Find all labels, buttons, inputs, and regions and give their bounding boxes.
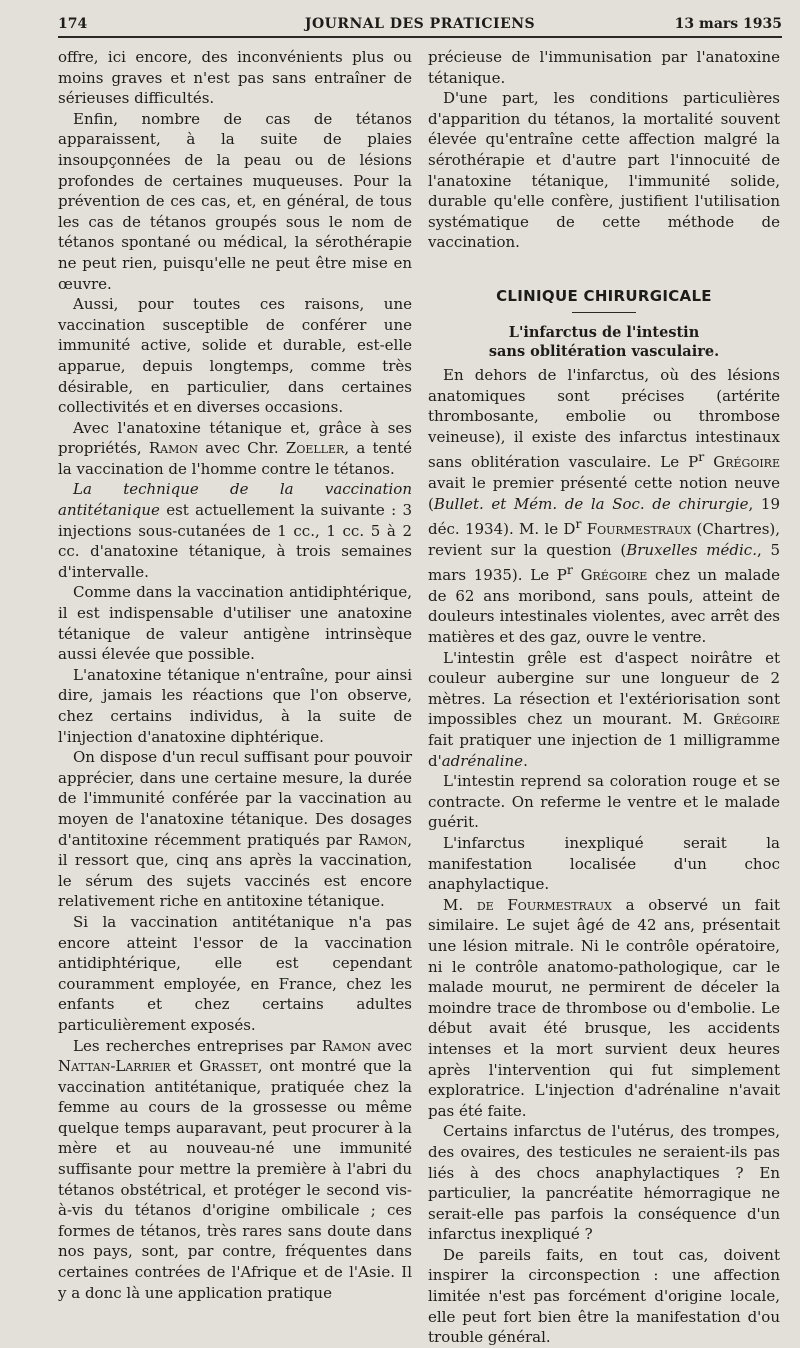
text-run: avec bbox=[370, 1036, 412, 1055]
paragraph bbox=[58, 747, 412, 912]
author-name: Ramon bbox=[148, 439, 199, 458]
text-run: est actuellement la suivante : 3 injections sous-cutanées de 1 cc., 1 cc. 5 à 2 cc. d'anatoxine tétanique, à trois semaines d'intervalle. bbox=[58, 501, 412, 581]
author-name: Nattan-Larrier bbox=[58, 1057, 171, 1076]
text-run: avait le premier présenté cette notion neuve ( bbox=[428, 473, 780, 513]
paragraph: précieuse de l'immunisation par l'anatoxine tétanique. bbox=[428, 48, 780, 87]
text-run: . bbox=[523, 751, 528, 770]
text-run: avec Chr. bbox=[198, 439, 286, 458]
page-header bbox=[58, 12, 782, 38]
author-name: Grasset bbox=[199, 1057, 258, 1076]
section-divider bbox=[572, 312, 636, 313]
text-run: En dehors de l'infarctus, où des lésions anatomiques sont précises (artérite thrombosante, embolie ou thrombose veineuse), il existe des infarctus intestinaux sans oblitération vasculaire. Le P bbox=[428, 365, 780, 472]
paragraph: offre, ici encore, des inconvénients plus ou moins graves et n'est pas sans entraîner de sérieuses difficultés. bbox=[58, 48, 412, 108]
paragraph bbox=[58, 479, 412, 582]
text-run: et bbox=[170, 1057, 200, 1076]
right-column bbox=[428, 47, 780, 1348]
left-column bbox=[58, 47, 412, 1303]
text-run: Les recherches entreprises par bbox=[73, 1036, 322, 1055]
author-name: Grégoire bbox=[713, 710, 780, 729]
issue-date: 13 mars 1935 bbox=[674, 16, 782, 32]
article-title-line: sans oblitération vasculaire. bbox=[488, 342, 720, 360]
author-name: Ramon bbox=[358, 830, 408, 849]
paragraph bbox=[428, 365, 780, 648]
paragraph: Si la vaccination antitétanique n'a pas encore atteint l'essor de la vaccination antidiphtérique, elle est cependant couramment employée, en France, chez les enfants et chez certains adultes particulièrement exposés. bbox=[58, 912, 412, 1034]
text-run: , 19 déc. 1934). M. le D bbox=[428, 494, 780, 539]
paragraph: Enfin, nombre de cas de tétanos apparaissent, à la suite de plaies insoupçonnées de la peau ou de lésions profondes de certaines muqueuses. Pour la prévention de ces cas, et, en général, de tous les cas de tétanos groupés sous le nom de tétanos spontané ou médical, la sérothérapie ne peut rien, puisqu'elle ne peut être mise en œuvre. bbox=[58, 109, 412, 293]
text-run: chez un malade de 62 ans moribond, sans pouls, atteint de douleurs intestinales violentes, avec arrêt des matières et des gaz, ouvre le ventre. bbox=[428, 566, 780, 647]
author-name: Fourmestraux bbox=[581, 520, 692, 539]
article-title-line: L'infarctus de l'intestin bbox=[508, 323, 700, 341]
article-title bbox=[428, 323, 780, 361]
paragraph bbox=[428, 895, 780, 1122]
paragraph: L'infarctus inexpliqué serait la manifestation localisée d'un choc anaphylactique. bbox=[428, 834, 780, 894]
text-run: (Chartres), revient sur la question ( bbox=[428, 520, 781, 559]
text-run: , ont montré que la vaccination antitétanique, pratiquée chez la femme au cours de la grossesse ou même quelque temps auparavant, peut procurer à la mère et au nouveau-né une immunité suffisante pour mettre la première à l'abri du tétanos obstétrical, et protéger le second vis-à-vis du tétanos d'origine ombilicale ; ces formes de tétanos, très rares sans doute dans nos pays, sont, par contre, fréquentes dans certaines contrées de l'Afrique et de l'Asie. Il y a donc là une application pratique bbox=[58, 1057, 412, 1302]
journal-title: JOURNAL DES PRATICIENS bbox=[304, 16, 536, 32]
section-rubric: CLINIQUE CHIRURGICALE bbox=[496, 286, 712, 305]
paragraph: Certains infarctus de l'utérus, des trompes, des ovaires, des testicules ne seraient-ils pas liés à des chocs anaphylactiques ? En particulier, la pancréatite hémorragique ne serait-elle pas parfois la conséquence d'un infarctus inexpliqué ? bbox=[428, 1122, 780, 1244]
text-run: , a tenté la vaccination de l'homme contre le tétanos. bbox=[58, 439, 412, 478]
superscript: r bbox=[575, 516, 582, 532]
italic-term: adrénaline bbox=[441, 751, 524, 770]
text-run: Avec l'anatoxine tétanique et, grâce à ses propriétés, bbox=[58, 418, 412, 458]
paragraph: D'une part, les conditions particulières d'apparition du tétanos, la mortalité souvent élevée qu'entraîne cette affection malgré la sérothérapie et d'autre part l'innocuité de l'anatoxine tétanique, l'immunité solide, durable qu'elle confère, justifient l'utilisation systématique de cette méthode de vaccination. bbox=[428, 89, 780, 252]
paragraph bbox=[58, 418, 412, 480]
paragraph: Comme dans la vaccination antidiphtérique, il est indispensable d'utiliser une anatoxine tétanique de valeur antigène intrinsèque aussi élevée que possible. bbox=[58, 583, 412, 664]
italic-heading: La technique de la vaccination antitétanique bbox=[58, 480, 412, 520]
text-run: , il ressort que, cinq ans après la vaccination, le sérum des sujets vaccinés est encore relativement riche en antitoxine tétanique. bbox=[58, 830, 412, 911]
paragraph bbox=[58, 1036, 412, 1304]
author-name: Ramon bbox=[321, 1036, 371, 1055]
paragraph: Aussi, pour toutes ces raisons, une vaccination susceptible de conférer une immunité active, solide et durable, est-elle apparue, depuis longtemps, comme très désirable, en particulier, dans certaines collectivités et en diverses occasions. bbox=[58, 295, 412, 417]
paragraph bbox=[428, 648, 780, 772]
text-run: a observé un fait similaire. Le sujet âgé de 42 ans, présentait une lésion mitrale. Ni le contrôle opératoire, ni le contrôle anatomo-pathologique, car le malade mourut, ne permirent de déceler la moindre trace de thrombose ou d'embolie. Le début avait été brusque, les accidents intenses et la mort survient deux heures après l'intervention qui fut simplement exploratrice. L'injection d'adrénaline n'avait pas été faite. bbox=[428, 895, 780, 1120]
citation: Bullet. et Mém. de la Soc. de chirurgie bbox=[433, 494, 749, 513]
author-name: de Fourmestraux bbox=[476, 895, 612, 914]
text-run: L'intestin grêle est d'aspect noirâtre et couleur aubergine sur une longueur de 2 mètres. La résection et l'extériorisation sont impossibles chez un mourant. M. bbox=[428, 648, 780, 729]
text-run: M. bbox=[443, 895, 477, 914]
superscript: r bbox=[566, 562, 573, 578]
author-name: Grégoire bbox=[572, 566, 648, 585]
paragraph: L'intestin reprend sa coloration rouge et se contracte. On referme le ventre et le malade guérit. bbox=[428, 772, 780, 832]
author-name: Zoeller bbox=[285, 439, 345, 458]
author-name: Grégoire bbox=[704, 453, 780, 472]
citation: Bruxelles médic. bbox=[626, 540, 757, 559]
page-number: 174 bbox=[58, 16, 88, 32]
text-run: On dispose d'un recul suffisant pour pouvoir apprécier, dans une certaine mesure, la durée de l'immunité conférée par la vaccination au moyen de l'anatoxine tétanique. Des dosages d'antitoxine récemment pratiqués par bbox=[58, 748, 412, 849]
paragraph: De pareils faits, en tout cas, doivent inspirer la circonspection : une affection limitée n'est pas forcément d'origine locale, elle peut fort bien être la manifestation d'ou trouble général. bbox=[428, 1245, 780, 1347]
paragraph: L'anatoxine tétanique n'entraîne, pour ainsi dire, jamais les réactions que l'on observe, chez certains individus, à la suite de l'injection d'anatoxine diphtérique. bbox=[58, 665, 412, 746]
text-run: fait pratiquer une injection de 1 milligramme d' bbox=[428, 731, 780, 770]
superscript: r bbox=[698, 449, 705, 465]
text-run: , 5 mars 1935). Le P bbox=[428, 540, 780, 585]
